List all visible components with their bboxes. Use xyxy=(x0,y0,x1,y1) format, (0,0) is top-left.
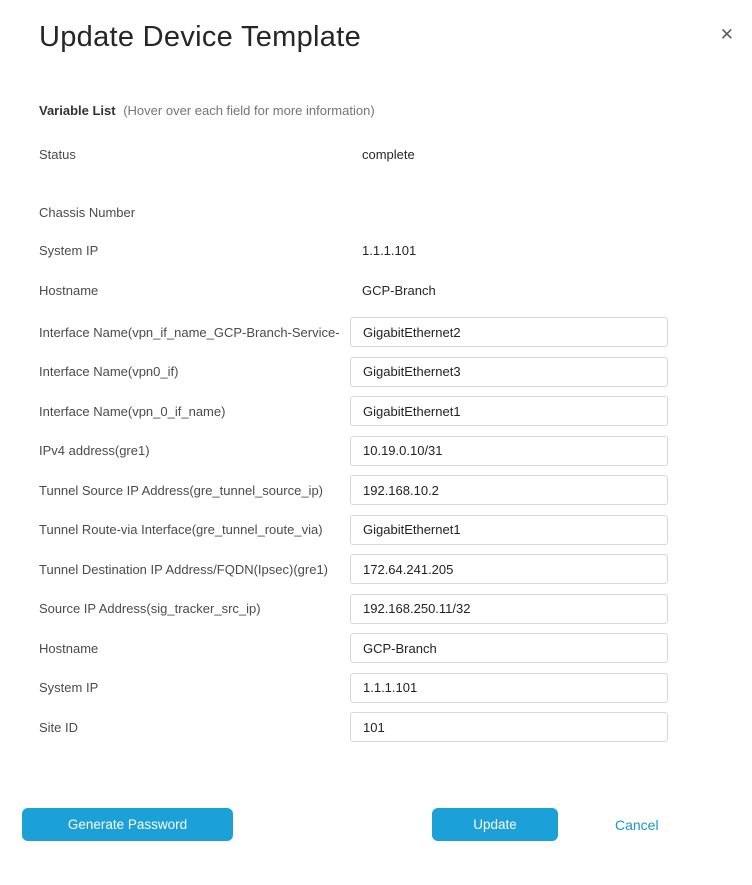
dialog-title: Update Device Template xyxy=(39,21,362,53)
close-icon[interactable]: ✕ xyxy=(719,25,734,44)
field-label: Interface Name(vpn_0_if_name) xyxy=(39,403,226,419)
field-value: 1.1.1.101 xyxy=(362,242,417,258)
field-row xyxy=(39,436,668,466)
variable-list-hint: (Hover over each field for more information) xyxy=(123,103,375,118)
field-label: Tunnel Destination IP Address/FQDN(Ipsec)(gre1) xyxy=(39,561,329,577)
field-label: IPv4 address(gre1) xyxy=(39,443,150,458)
field-row xyxy=(39,673,668,703)
field-row xyxy=(39,396,668,426)
field-label: Hostname xyxy=(39,640,99,656)
field-value: GCP-Branch xyxy=(362,282,436,298)
field-input[interactable] xyxy=(350,633,668,663)
field-input[interactable] xyxy=(350,436,668,466)
field-row xyxy=(39,240,668,260)
field-input[interactable] xyxy=(350,317,668,347)
cancel-link[interactable]: Cancel xyxy=(615,816,659,833)
field-row xyxy=(39,357,668,387)
field-input[interactable] xyxy=(350,475,668,505)
field-input[interactable] xyxy=(350,515,668,545)
field-row xyxy=(39,554,668,584)
generate-password-button[interactable]: Generate Password xyxy=(22,808,233,841)
field-label: Tunnel Route-via Interface(gre_tunnel_route_via) xyxy=(39,522,323,537)
field-input[interactable] xyxy=(350,712,668,742)
field-value: complete xyxy=(362,146,415,162)
field-label: System IP xyxy=(39,680,99,695)
field-input[interactable] xyxy=(350,357,668,387)
field-input[interactable] xyxy=(350,396,668,426)
field-rows xyxy=(39,144,668,742)
field-row xyxy=(39,317,668,347)
field-row xyxy=(39,515,668,545)
field-label: Hostname xyxy=(39,282,99,298)
field-label: Interface Name(vpn0_if) xyxy=(39,364,179,379)
field-row xyxy=(39,475,668,505)
field-label: Chassis Number xyxy=(39,204,136,220)
field-label: Tunnel Source IP Address(gre_tunnel_source_ip) xyxy=(39,482,324,498)
field-label: System IP xyxy=(39,242,99,258)
field-row xyxy=(39,280,668,300)
field-label: Interface Name(vpn_if_name_GCP-Branch-Service- xyxy=(39,324,340,340)
field-row xyxy=(39,594,668,624)
field-row xyxy=(39,202,668,222)
variable-list-header xyxy=(39,103,752,119)
field-input[interactable] xyxy=(350,554,668,584)
field-row xyxy=(39,144,668,164)
update-button[interactable]: Update xyxy=(432,808,558,841)
field-label: Site ID xyxy=(39,719,79,735)
field-label: Source IP Address(sig_tracker_src_ip) xyxy=(39,601,261,616)
update-device-template-dialog xyxy=(0,20,752,885)
variable-list-title: Variable List xyxy=(39,103,116,118)
field-input[interactable] xyxy=(350,673,668,703)
field-row xyxy=(39,712,668,742)
field-label: Status xyxy=(39,146,76,162)
field-row xyxy=(39,633,668,663)
dialog-footer xyxy=(0,808,752,841)
field-input[interactable] xyxy=(350,594,668,624)
